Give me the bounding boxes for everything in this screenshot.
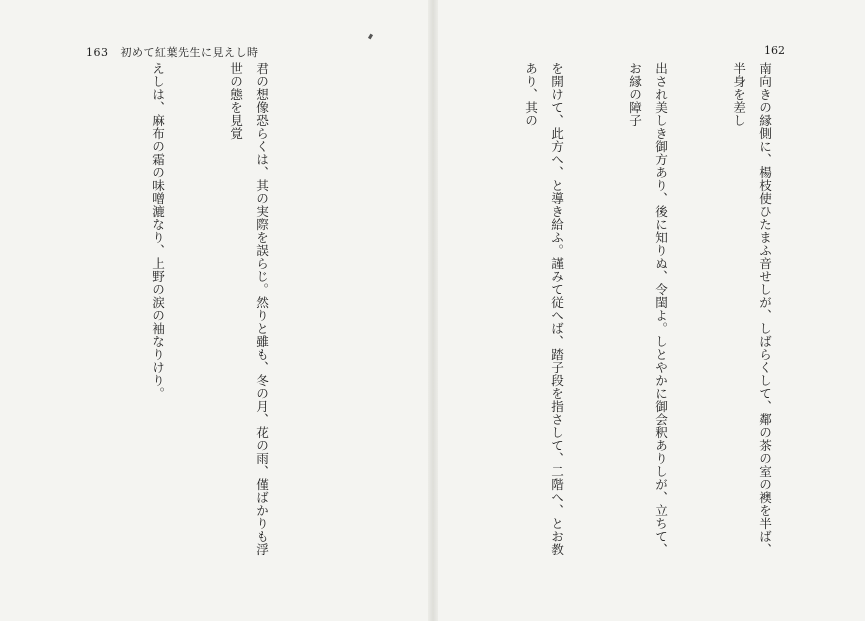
text-column: 南向きの縁側に、楊枝使ひたまふ音せしが、しばらくして、鄰の茶の室の襖を半ば、半身を差し — [731, 62, 772, 556]
left-running-head — [86, 44, 259, 60]
text-column: えしは、麻布の霜の味噌漉なり、上野の涙の袖なりけり。 — [150, 62, 165, 400]
right-folio: 162 — [764, 44, 785, 57]
left-folio: 163 — [86, 46, 109, 59]
left-body-text — [134, 62, 326, 562]
text-column: を開けて、此方へ、と導き給ふ。謹みて従へば、踏子段を指さして、二階へ、とお教あり、其の — [523, 62, 564, 556]
text-column: 君の想像恐らくは、其の実際を誤らじ。然りと雖も、冬の月、花の雨、僅ばかりも浮世の態を見覚 — [228, 62, 269, 556]
left-page — [0, 0, 430, 621]
right-page — [436, 0, 865, 621]
text-column: 出され美しき御方あり、後に知りぬ、令閨よ。しとやかに御会釈ありしが、立ちて、お縁の障子 — [627, 62, 668, 556]
right-body-text — [469, 62, 829, 562]
chapter-title: 初めて紅葉先生に見えし時 — [120, 46, 259, 59]
